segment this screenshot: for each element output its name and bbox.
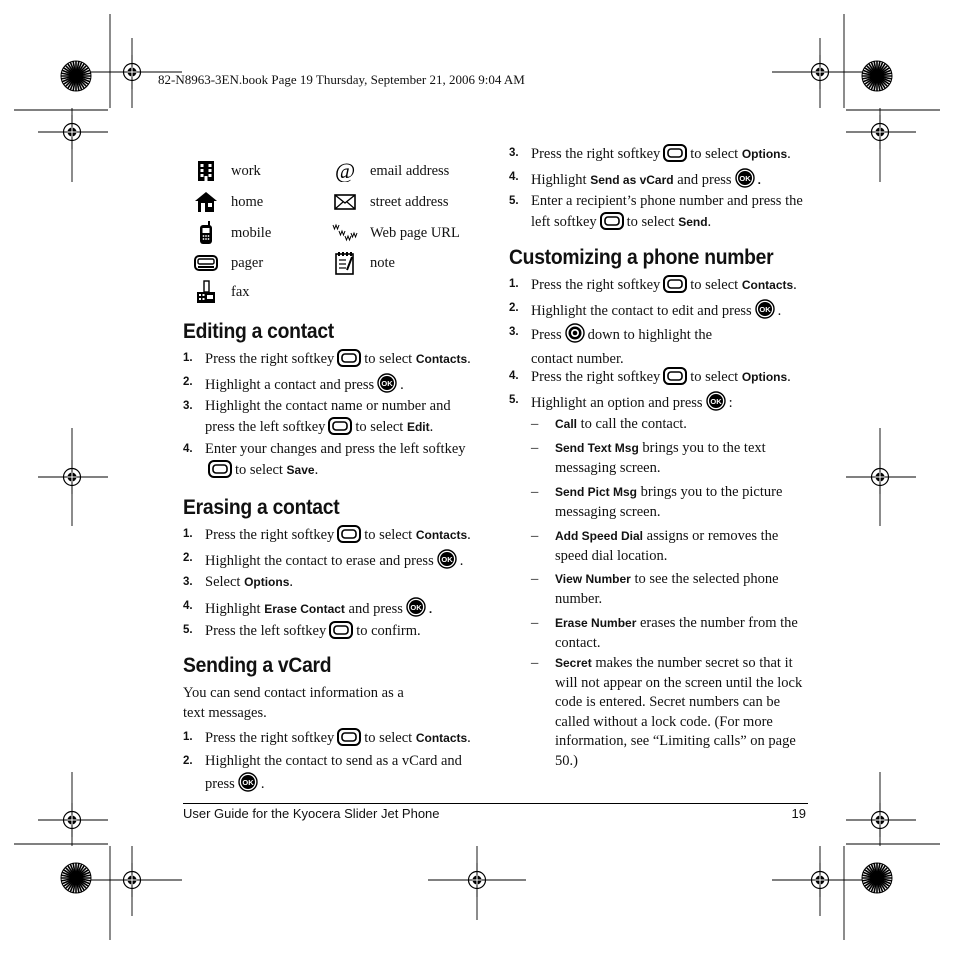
editing-step-2: 2. Highlight a contact and press OK . xyxy=(183,373,493,400)
ok-key-icon xyxy=(238,772,258,799)
footer-rule xyxy=(183,803,808,804)
right-softkey-icon xyxy=(663,144,687,169)
web-icon xyxy=(332,222,358,244)
right-softkey-icon xyxy=(663,275,687,300)
customizing-step-3: 3. Press down to highlight the contact number. xyxy=(509,323,724,369)
option-send-text-msg: – Send Text Msg brings you to the text messaging screen. xyxy=(531,440,766,476)
legend-item-home xyxy=(193,191,263,213)
left-softkey-icon xyxy=(208,460,232,485)
legend-label: Web page URL xyxy=(370,224,460,241)
vcard-step-2: 2. Highlight the contact to send as a vCard and press OK . xyxy=(183,752,483,798)
vcard-step-1: 1. Press the right softkey to select Contacts. xyxy=(183,728,493,753)
legend-label: street address xyxy=(370,193,449,210)
building-icon xyxy=(193,160,219,182)
legend-label: email address xyxy=(370,162,450,179)
vcard-step-5: 5. Enter a recipient’s phone number and press the left softkey to select Send. xyxy=(509,192,809,236)
right-softkey-icon xyxy=(337,349,361,374)
customizing-step-2: 2. Highlight the contact to edit and press OK . xyxy=(509,299,814,326)
legend-label: fax xyxy=(231,283,250,300)
option-call: – Call to call the contact. xyxy=(531,416,687,432)
erasing-step-3: 3. Select Options. xyxy=(183,574,294,590)
customizing-step-5: 5. Highlight an option and press OK : xyxy=(509,391,814,418)
svg-text:OK: OK xyxy=(381,379,393,388)
editing-title: Editing a contact xyxy=(183,320,334,343)
customizing-step-1: 1. Press the right softkey to select Contacts. xyxy=(509,275,814,300)
navigation-key-icon xyxy=(565,323,585,350)
erasing-step-4: 4. Highlight Erase Contact and press OK . xyxy=(183,597,493,624)
left-softkey-icon xyxy=(329,621,353,646)
erasing-step-2: 2. Highlight the contact to erase and press OK . xyxy=(183,549,493,576)
left-softkey-icon xyxy=(328,417,352,442)
legend-item-street xyxy=(332,191,449,213)
ok-key-icon xyxy=(437,549,457,576)
vcard-intro: You can send contact information as a text messages. xyxy=(183,685,404,721)
erasing-title: Erasing a contact xyxy=(183,496,340,519)
legend-item-pager xyxy=(193,252,263,274)
legend-label: work xyxy=(231,162,261,179)
vcard-step-3: 3. Press the right softkey to select Options. xyxy=(509,144,809,169)
erasing-step-5: 5. Press the left softkey to confirm. xyxy=(183,621,493,646)
envelope-icon xyxy=(332,191,358,213)
legend-label: home xyxy=(231,193,264,210)
at-sign-icon xyxy=(332,160,358,182)
customizing-title: Customizing a phone number xyxy=(509,246,774,269)
mobile-phone-icon xyxy=(193,222,219,244)
editing-step-1: 1. Press the right softkey to select Contacts. xyxy=(183,349,493,374)
option-send-pict-msg: – Send Pict Msg brings you to the picture messaging screen. xyxy=(531,484,783,520)
house-icon xyxy=(193,191,219,213)
legend-label: mobile xyxy=(231,224,272,241)
option-add-speed-dial: – Add Speed Dial assigns or removes the speed dial location. xyxy=(531,528,779,564)
right-softkey-icon xyxy=(337,525,361,550)
vcard-title: Sending a vCard xyxy=(183,654,332,677)
fax-icon xyxy=(193,281,219,303)
ok-key-icon xyxy=(406,597,426,624)
legend-item-note xyxy=(332,252,395,274)
left-softkey-icon xyxy=(600,212,624,237)
note-icon xyxy=(332,252,358,274)
svg-text:OK: OK xyxy=(441,555,453,564)
svg-text:OK: OK xyxy=(410,603,422,612)
ok-key-icon xyxy=(377,373,397,400)
option-erase-number: – Erase Number erases the number from the contact. xyxy=(531,615,798,651)
pager-icon xyxy=(193,252,219,274)
erasing-step-1: 1. Press the right softkey to select Contacts. xyxy=(183,525,493,550)
svg-text:OK: OK xyxy=(709,397,722,406)
svg-text:@: @ xyxy=(334,160,356,182)
svg-text:OK: OK xyxy=(738,174,751,183)
legend-label: pager xyxy=(231,254,264,271)
right-softkey-icon xyxy=(337,728,361,753)
ok-key-icon xyxy=(755,299,775,326)
option-secret: – Secret makes the number secret so that it will not appear on the screen until the lock code is entered. Secret numbers can be called without a lock code. (For more information, see “Limiting calls” on page 50.) xyxy=(531,655,803,769)
legend-item-web xyxy=(332,222,460,244)
legend-label: note xyxy=(370,254,395,271)
book-header: 82-N8963-3EN.book Page 19 Thursday, September 21, 2006 9:04 AM xyxy=(158,72,525,87)
legend-item-email xyxy=(332,160,449,182)
svg-text:OK: OK xyxy=(242,777,254,787)
option-view-number: – View Number to see the selected phone number. xyxy=(531,571,779,607)
legend-item-fax xyxy=(193,281,250,303)
footer-title: User Guide for the Kyocera Slider Jet Phone xyxy=(183,806,440,821)
legend-item-work xyxy=(193,160,261,182)
svg-text:OK: OK xyxy=(759,305,771,314)
legend-item-mobile xyxy=(193,222,271,244)
customizing-step-4: 4. Press the right softkey to select Options. xyxy=(509,367,814,392)
page-number: 19 xyxy=(791,806,806,821)
ok-key-icon xyxy=(735,168,755,195)
editing-step-3: 3. Highlight the contact name or number and press the left softkey to select Edit. xyxy=(183,397,483,441)
vcard-step-4: 4. Highlight Send as vCard and press OK . xyxy=(509,168,809,195)
editing-step-4: 4. Enter your changes and press the left softkeyto select Save. xyxy=(183,440,483,484)
right-softkey-icon xyxy=(663,367,687,392)
ok-key-icon xyxy=(706,391,726,418)
